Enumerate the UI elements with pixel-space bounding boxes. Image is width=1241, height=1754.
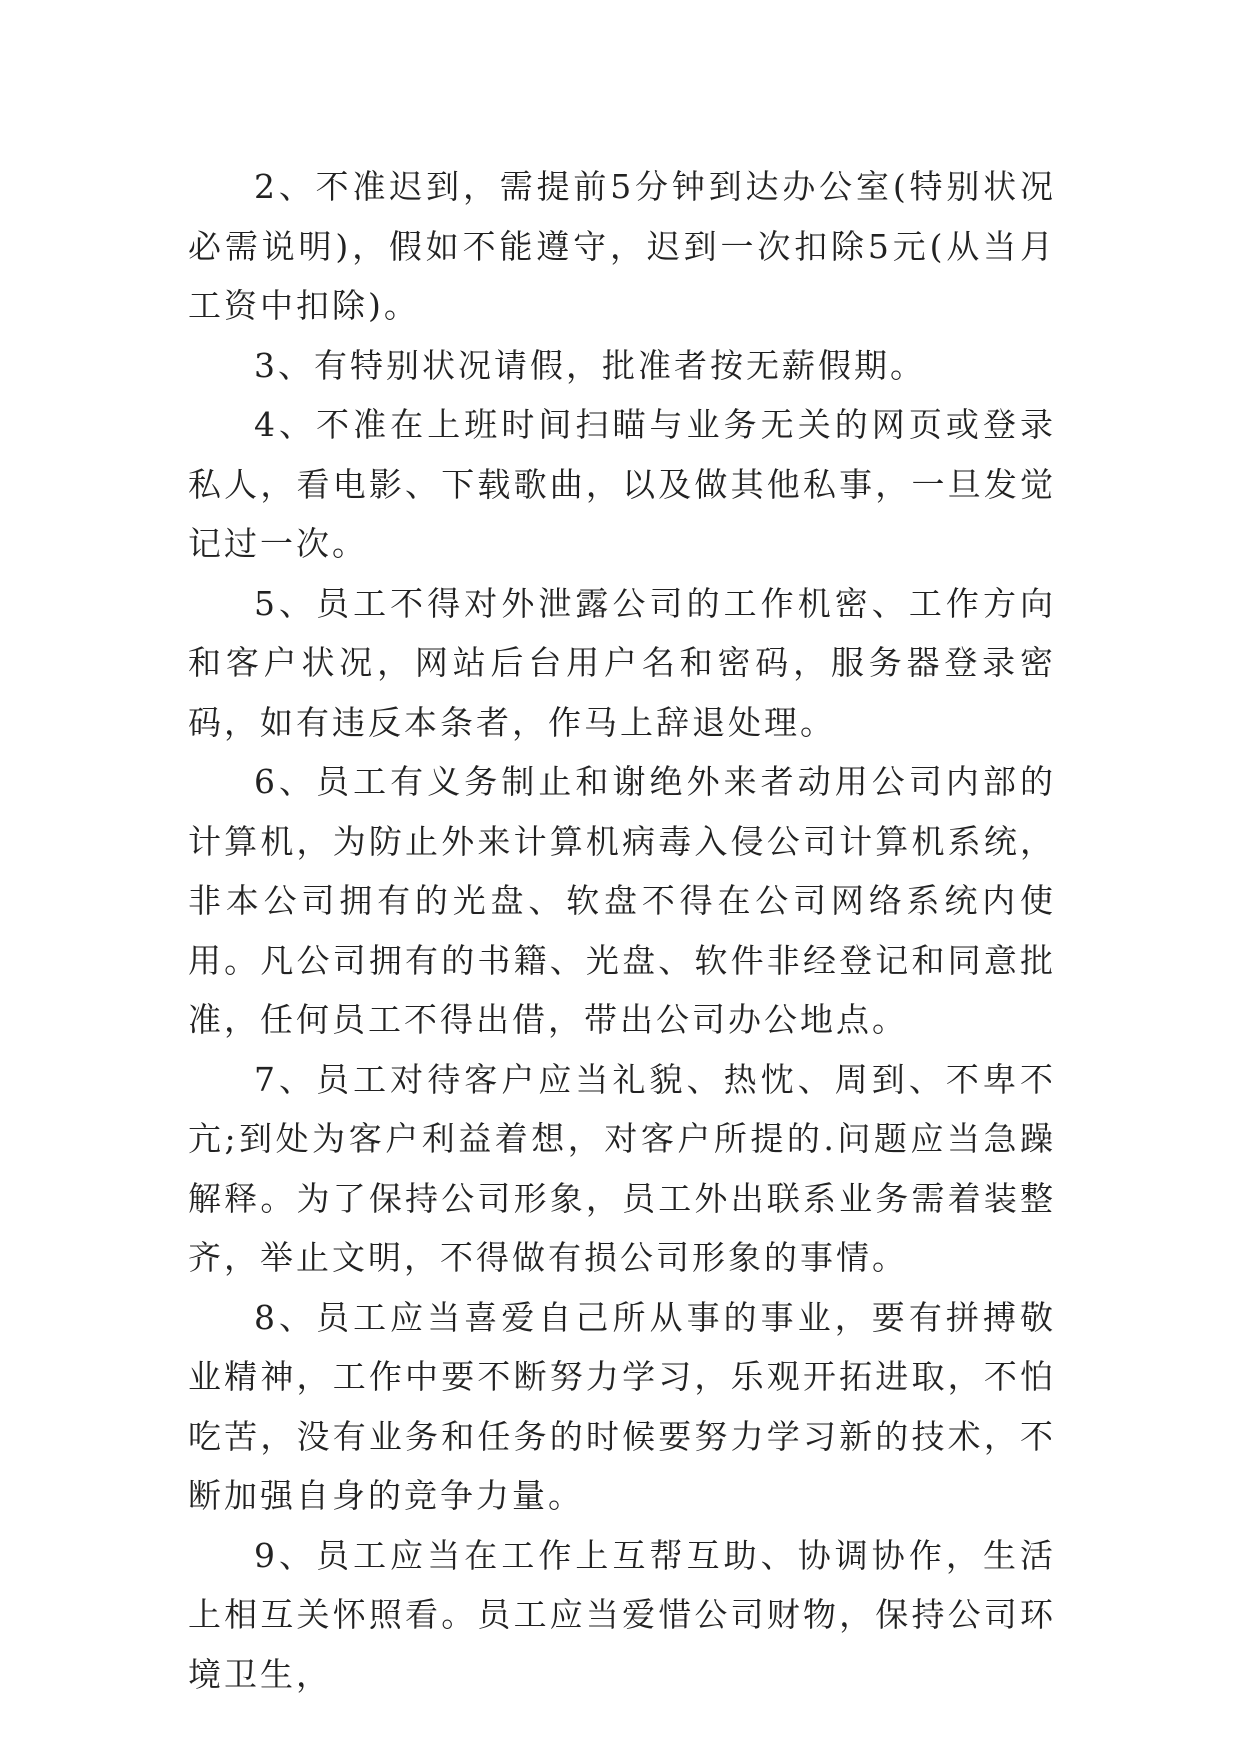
paragraph-rule-9: 9、员工应当在工作上互帮互助、协调协作，生活上相互关怀照看。员工应当爱惜公司财物，保持公司环境卫生， — [188, 1535, 1056, 1694]
paragraph-rule-8: 8、员工应当喜爱自己所从事的事业，要有拼搏敬业精神，工作中要不断努力学习，乐观开拓进取，不怕吃苦，没有业务和任务的时候要努力学习新的技术，不断加强自身的竞争力量。 — [188, 1297, 1056, 1515]
document-body — [188, 157, 1056, 1704]
paragraph-rule-4: 4、不准在上班时间扫瞄与业务无关的网页或登录私人，看电影、下载歌曲，以及做其他私事，一旦发觉记过一次。 — [188, 405, 1056, 563]
paragraph-rule-7: 7、员工对待客户应当礼貌、热忱、周到、不卑不亢;到处为客户利益着想，对客户所提的.问题应当急躁解释。为了保持公司形象，员工外出联系业务需着装整齐，举止文明，不得做有损公司形象的事情。 — [188, 1059, 1056, 1277]
paragraph-rule-5: 5、员工不得对外泄露公司的工作机密、工作方向和客户状况，网站后台用户名和密码，服务器登录密码，如有违反本条者，作马上辞退处理。 — [188, 583, 1056, 742]
paragraph-rule-2: 2、不准迟到，需提前5分钟到达办公室(特别状况必需说明)，假如不能遵守，迟到一次扣除5元(从当月工资中扣除)。 — [188, 167, 1056, 325]
paragraph-rule-3: 3、有特别状况请假，批准者按无薪假期。 — [254, 345, 926, 385]
paragraph-rule-6: 6、员工有义务制止和谢绝外来者动用公司内部的计算机，为防止外来计算机病毒入侵公司计算机系统，非本公司拥有的光盘、软盘不得在公司网络系统内使用。凡公司拥有的书籍、光盘、软件非经登记和同意批准，任何员工不得出借，带出公司办公地点。 — [188, 762, 1056, 1039]
